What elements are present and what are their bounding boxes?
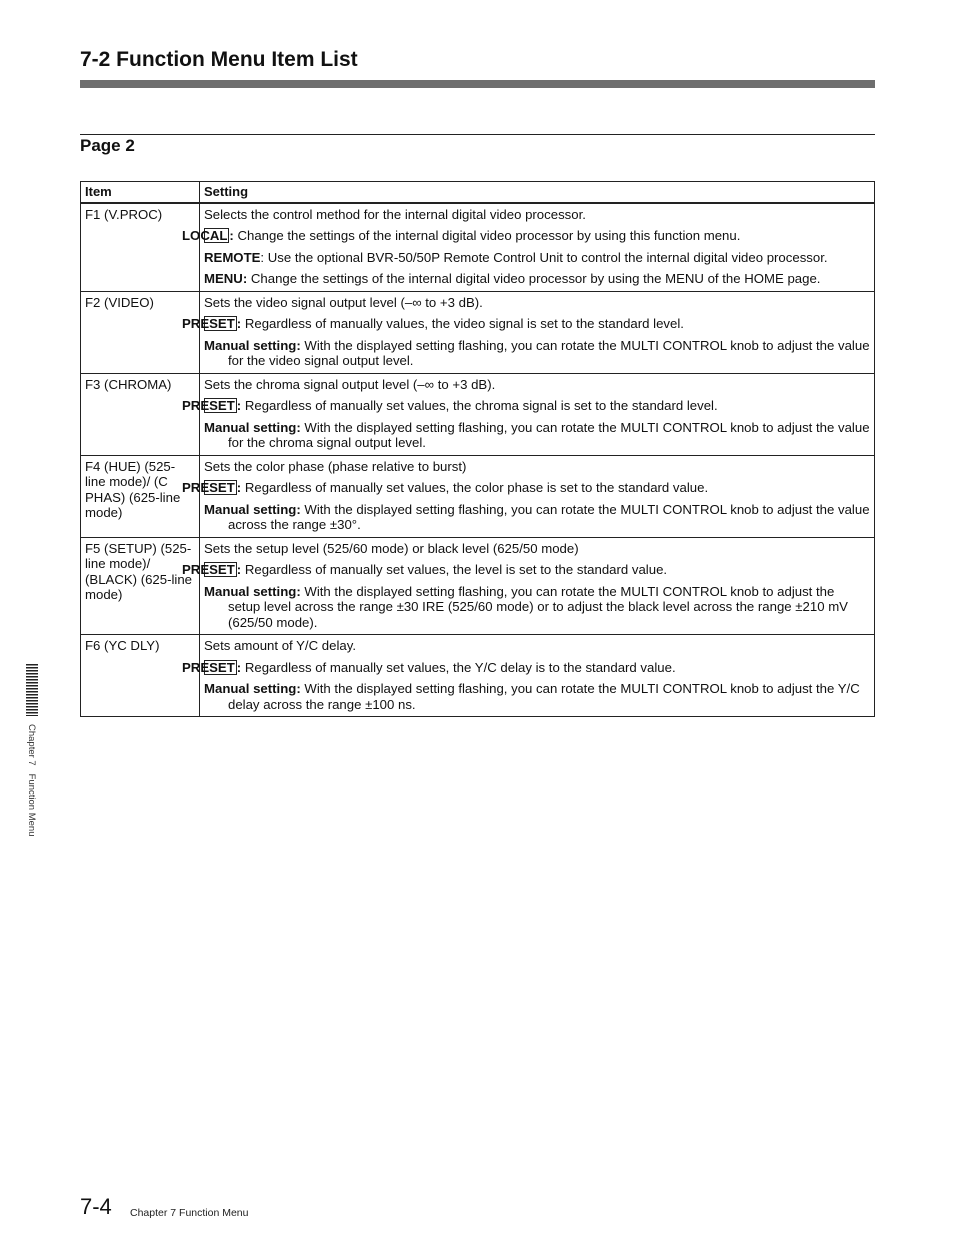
setting-option [204, 271, 870, 287]
setting-option [182, 659, 870, 676]
option-label: REMOTE [204, 249, 261, 265]
setting-option [182, 562, 870, 578]
item-cell: F4 (HUE) (525-line mode)/ (C PHAS) (625-line mode) [81, 455, 200, 537]
table-row [81, 373, 875, 455]
footer-chapter-label: Chapter 7 Function Menu [130, 1207, 249, 1219]
table-row [81, 635, 875, 717]
option-text: Regardless of manually set values, the chroma signal is set to the standard level. [241, 398, 718, 413]
chapter-tab-marker [26, 664, 38, 716]
option-text: : Use the optional BVR-50/50P Remote Control Unit to control the internal digital video processor. [260, 249, 828, 265]
option-separator: : [229, 228, 234, 243]
option-label: MENU: [204, 271, 248, 286]
option-label: Manual setting: [204, 501, 301, 517]
table-header-row [81, 182, 875, 203]
boxed-option-label: PRESET [182, 480, 235, 495]
side-chapter-label: Chapter 7 Function Menu [26, 724, 37, 837]
setting-option [204, 420, 870, 451]
table-body [81, 203, 875, 717]
title-bar [80, 80, 875, 88]
option-separator: : [236, 316, 242, 331]
setting-option [182, 398, 870, 414]
table-row [81, 455, 875, 537]
setting-cell [182, 291, 875, 373]
section-title: 7-2 Function Menu Item List [80, 48, 358, 71]
setting-cell [182, 455, 875, 537]
option-label: Manual setting: [204, 337, 301, 353]
option-separator: : [236, 398, 242, 413]
boxed-option-label: LOCAL [182, 228, 228, 243]
setting-option [182, 316, 870, 332]
setting-option [182, 480, 870, 496]
option-text: Regardless of manually set values, the level is set to the standard value. [241, 562, 668, 577]
table-row [81, 537, 875, 635]
option-text: Change the settings of the internal digital video processor by using this function menu. [233, 228, 741, 243]
boxed-option-label: PRESET [182, 659, 235, 675]
option-text: Regardless of manually values, the video signal is set to the standard level. [241, 316, 684, 331]
setting-cell [182, 203, 875, 292]
setting-description: Sets amount of Y/C delay. [204, 638, 356, 653]
option-separator: : [236, 562, 242, 577]
setting-description: Sets the color phase (phase relative to burst) [204, 458, 467, 474]
option-separator: : [236, 659, 242, 675]
option-label: Manual setting: [204, 583, 301, 599]
option-text: With the displayed setting flashing, you can rotate the MULTI CONTROL knob to adjust the value across the range ±30°. [228, 501, 870, 532]
setting-option [204, 584, 870, 631]
setting-description: Sets the chroma signal output level (–∞ to +3 dB). [204, 376, 496, 392]
page-rule [80, 134, 875, 135]
column-header-setting: Setting [200, 182, 875, 203]
page-heading: Page 2 [80, 136, 135, 155]
option-text: With the displayed setting flashing, you can rotate the MULTI CONTROL knob to adjust the value for the video signal output level. [228, 337, 870, 368]
item-cell: F3 (CHROMA) [81, 373, 200, 455]
setting-option [182, 228, 870, 244]
option-label: Manual setting: [204, 681, 301, 696]
option-text: With the displayed setting flashing, you can rotate the MULTI CONTROL knob to adjust the setup level across the range ±30 IRE (525/60 mode) or to adjust the black level across the range ±210 mV (625/50 mode). [228, 583, 848, 630]
option-separator: : [236, 480, 242, 495]
option-text: Regardless of manually set values, the color phase is set to the standard value. [241, 480, 709, 495]
item-cell: F2 (VIDEO) [81, 291, 200, 373]
item-cell: F5 (SETUP) (525-line mode)/ (BLACK) (625-line mode) [81, 537, 200, 635]
option-text: Regardless of manually set values, the Y/C delay is to the standard value. [241, 659, 676, 675]
setting-description: Selects the control method for the internal digital video processor. [204, 206, 586, 222]
page-number: 7-4 [80, 1194, 112, 1219]
setting-option [204, 681, 870, 712]
setting-description: Sets the video signal output level (–∞ to +3 dB). [204, 294, 483, 310]
option-text: With the displayed setting flashing, you can rotate the MULTI CONTROL knob to adjust the Y/C delay across the range ±100 ns. [228, 681, 860, 712]
option-text: With the displayed setting flashing, you can rotate the MULTI CONTROL knob to adjust the value for the chroma signal output level. [228, 419, 870, 450]
item-cell: F6 (YC DLY) [81, 635, 200, 717]
boxed-option-label: PRESET [182, 316, 235, 331]
column-header-item: Item [81, 182, 200, 203]
setting-cell [182, 537, 875, 635]
table-row [81, 203, 875, 292]
boxed-option-label: PRESET [182, 398, 235, 413]
setting-cell [182, 373, 875, 455]
setting-option [204, 502, 870, 533]
option-label: Manual setting: [204, 419, 301, 435]
table-row [81, 291, 875, 373]
setting-option [204, 338, 870, 369]
setting-cell [182, 635, 875, 717]
boxed-option-label: PRESET [182, 562, 235, 577]
function-menu-table [80, 181, 875, 717]
item-cell: F1 (V.PROC) [81, 203, 200, 292]
setting-description: Sets the setup level (525/60 mode) or black level (625/50 mode) [204, 540, 579, 556]
setting-option [204, 250, 870, 266]
option-text: Change the settings of the internal digital video processor by using the MENU of the HOME page. [247, 271, 821, 286]
